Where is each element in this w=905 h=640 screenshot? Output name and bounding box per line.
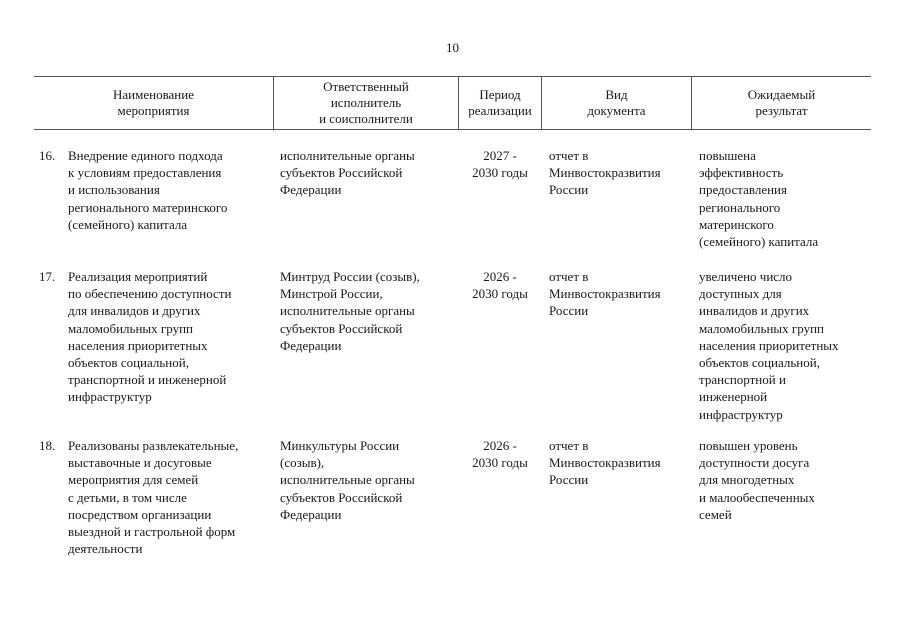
header-result-text: Ожидаемый результат bbox=[747, 86, 816, 118]
row-number: 17. bbox=[39, 269, 56, 284]
row-period: 2026 - 2030 годы bbox=[472, 438, 528, 471]
row-name: Внедрение единого подхода к условиям предоставления и использования регионального материнского (семейного) капитала bbox=[68, 148, 228, 232]
row-name: Реализованы развлекательные, выставочные и досуговые мероприятия для семей с детьми, в том числе посредством организации выездной и гастрольной форм деятельности bbox=[68, 438, 239, 557]
row-name: Реализация мероприятий по обеспечению доступности для инвалидов и других маломобильных групп населения приоритетных объектов социальной, транспортной и инженерной инфраструктур bbox=[68, 269, 232, 405]
table-header-bottom-rule bbox=[34, 129, 871, 130]
row-period: 2027 - 2030 годы bbox=[472, 148, 528, 181]
row-doc-type: отчет в Минвостокразвития России bbox=[549, 438, 661, 488]
row-result: увеличено число доступных для инвалидов и других маломобильных групп населения приоритетных объектов социальной, транспортной и инженерной инфраструктур bbox=[699, 269, 839, 422]
row-executor: Минтруд России (созыв), Минстрой России, исполнительные органы субъектов Российской Федерации bbox=[280, 269, 420, 353]
header-name-text: Наименование мероприятия bbox=[113, 86, 194, 118]
row-executor: исполнительные органы субъектов Российской Федерации bbox=[280, 148, 415, 198]
header-doc-type bbox=[542, 76, 691, 129]
row-number: 18. bbox=[39, 438, 56, 453]
row-number: 16. bbox=[39, 148, 56, 163]
header-period bbox=[459, 76, 541, 129]
header-executor bbox=[274, 76, 458, 129]
row-executor: Минкультуры России (созыв), исполнительные органы субъектов Российской Федерации bbox=[280, 438, 415, 522]
page-number: 10 bbox=[446, 40, 459, 55]
row-result: повышена эффективность предоставления регионального материнского (семейного) капитала bbox=[699, 148, 819, 250]
header-executor-text: Ответственный исполнитель и соисполнители bbox=[319, 78, 413, 126]
row-result: повышен уровень доступности досуга для многодетных и малообеспеченных семей bbox=[699, 438, 815, 522]
header-period-text: Период реализации bbox=[468, 86, 532, 118]
header-doc-type-text: Вид документа bbox=[587, 86, 646, 118]
header-name bbox=[34, 76, 273, 129]
row-period: 2026 - 2030 годы bbox=[472, 269, 528, 302]
row-doc-type: отчет в Минвостокразвития России bbox=[549, 269, 661, 319]
row-doc-type: отчет в Минвостокразвития России bbox=[549, 148, 661, 198]
header-result bbox=[692, 76, 871, 129]
